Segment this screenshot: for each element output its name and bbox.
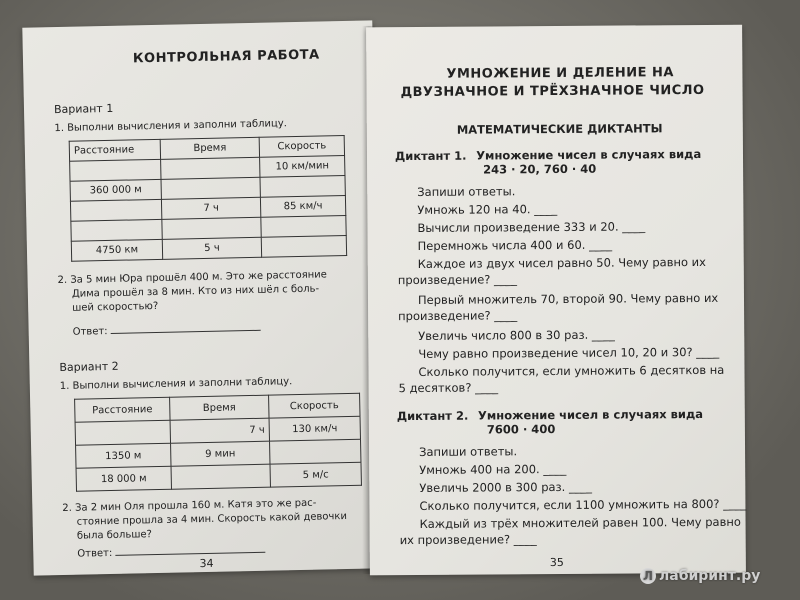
d2-item: Сколько получится, если 1100 умножить на 800? ____ (419, 496, 747, 513)
d1-item: Каждое из двух чисел равно 50. Чему равно их (417, 254, 706, 271)
d1-item: Вычисли произведение 333 и 20. ____ (417, 219, 646, 235)
left-page (22, 20, 383, 575)
table-cell: 360 000 м (70, 179, 161, 201)
table-cell: 18 000 м (76, 466, 171, 491)
d1-item: произведение? ____ (398, 308, 518, 324)
v1-header-distance: Расстояние (69, 139, 160, 161)
v2-answer-label: Ответ: (77, 547, 113, 560)
left-page-title: КОНТРОЛЬНАЯ РАБОТА (132, 47, 320, 67)
d2-item: Умножь 400 на 200. ____ (419, 461, 567, 477)
d1-item: Запиши ответы. (417, 184, 516, 199)
table-cell: 85 км/ч (260, 195, 345, 217)
v2-task2-line3: была больше? (76, 529, 153, 542)
v1-task2-line3: шей скоростью? (72, 300, 159, 314)
d1-item: Увеличь число 800 в 30 раз. ____ (418, 327, 615, 343)
v2-table (74, 393, 362, 492)
v1-table (69, 135, 347, 262)
v2-task2-line1: 2. За 2 мин Оля прошла 160 м. Катя это же рас- (62, 497, 317, 514)
d2-item: Запиши ответы. (419, 444, 518, 459)
table-cell: 7 ч (161, 197, 260, 219)
v2-header-distance: Расстояние (75, 397, 170, 422)
v2-task1-text: 1. Выполни вычисления и заполни таблицу. (59, 376, 293, 393)
right-title-line1: УМНОЖЕНИЕ И ДЕЛЕНИЕ НА (446, 65, 674, 82)
d2-item: Увеличь 2000 в 300 раз. ____ (419, 479, 593, 495)
v1-answer-line[interactable] (111, 330, 261, 334)
table-cell: 9 мин (171, 441, 270, 466)
table-cell: 5 м/с (270, 462, 361, 487)
table-cell (260, 176, 345, 198)
d1-heading-line1: Умножение чисел в случаях вида (476, 146, 702, 163)
v1-header-speed: Скорость (259, 136, 344, 158)
v1-answer-label: Ответ: (72, 326, 108, 338)
d1-item: Первый множитель 70, второй 90. Чему равно их (417, 290, 719, 307)
table-cell (70, 199, 161, 221)
v1-task2-line1: 2. За 5 мин Юра прошёл 400 м. Это же расстояние (57, 269, 327, 287)
d1-heading (395, 147, 701, 163)
table-cell (261, 215, 346, 237)
table-cell (261, 235, 346, 257)
d1-heading-line2: 243 · 20, 760 · 40 (483, 161, 597, 177)
table-row (76, 462, 361, 491)
table-cell (171, 464, 270, 489)
table-cell (71, 219, 162, 241)
d2-heading-line1: Умножение чисел в случаях вида (477, 406, 704, 423)
d1-label: Диктант 1. (394, 148, 467, 164)
right-subtitle: МАТЕМАТИЧЕСКИЕ ДИКТАНТЫ (456, 121, 663, 137)
watermark (640, 568, 760, 584)
v1-answer[interactable] (73, 323, 261, 338)
d2-heading (397, 407, 703, 423)
watermark-text: лабиринт.ру (659, 568, 761, 584)
table-cell (161, 157, 260, 179)
v1-task1-text: 1. Выполни вычисления и заполни таблицу. (54, 118, 287, 135)
right-title-line2: ДВУЗНАЧНОЕ И ТРЁХЗНАЧНОЕ ЧИСЛО (400, 82, 705, 101)
table-cell: 10 км/мин (260, 156, 345, 178)
v1-header-time: Время (160, 137, 259, 159)
v2-answer-line[interactable] (115, 552, 265, 556)
d2-item: Каждый из трёх множителей равен 100. Чему равно (419, 514, 741, 531)
d1-item: произведение? ____ (397, 272, 518, 288)
table-cell (162, 217, 261, 239)
right-page (366, 25, 746, 576)
left-page-number: 34 (199, 556, 214, 571)
table-cell: 7 ч (170, 418, 269, 443)
d1-item: Перемножь числа 400 и 60. ____ (417, 237, 613, 253)
v2-header-speed: Скорость (269, 393, 360, 418)
d1-item: 5 десятков? ____ (398, 380, 499, 396)
labirint-logo-icon: Л (640, 568, 656, 584)
table-cell (270, 439, 361, 464)
v2-header-time: Время (170, 395, 269, 420)
v2-answer[interactable] (77, 545, 265, 560)
d2-heading-line2: 7600 · 400 (486, 422, 556, 437)
right-page-number: 35 (549, 555, 564, 570)
variant2-label: Вариант 2 (59, 359, 119, 375)
table-cell (70, 159, 161, 181)
table-cell (75, 420, 170, 445)
d1-item: Сколько получится, если умножить 6 десятков на (418, 362, 725, 379)
d1-item: Умножь 120 на 40. ____ (417, 201, 558, 217)
table-cell: 1350 м (76, 443, 171, 468)
v2-task2-line2: стояние прошла за 4 мин. Скорость какой девочки (76, 511, 348, 528)
table-cell: 4750 км (71, 239, 162, 261)
variant1-label: Вариант 1 (53, 101, 114, 117)
v1-task2-line2: Дима прошёл за 8 мин. Кто из них шёл с боль- (71, 283, 320, 300)
d2-item: их произведение? ____ (399, 532, 537, 548)
d1-item: Чему равно произведение чисел 10, 20 и 30? ____ (418, 344, 720, 361)
table-cell (161, 177, 260, 199)
d2-label: Диктант 2. (396, 408, 469, 424)
table-cell: 130 км/ч (269, 416, 360, 441)
table-cell: 5 ч (162, 237, 261, 259)
